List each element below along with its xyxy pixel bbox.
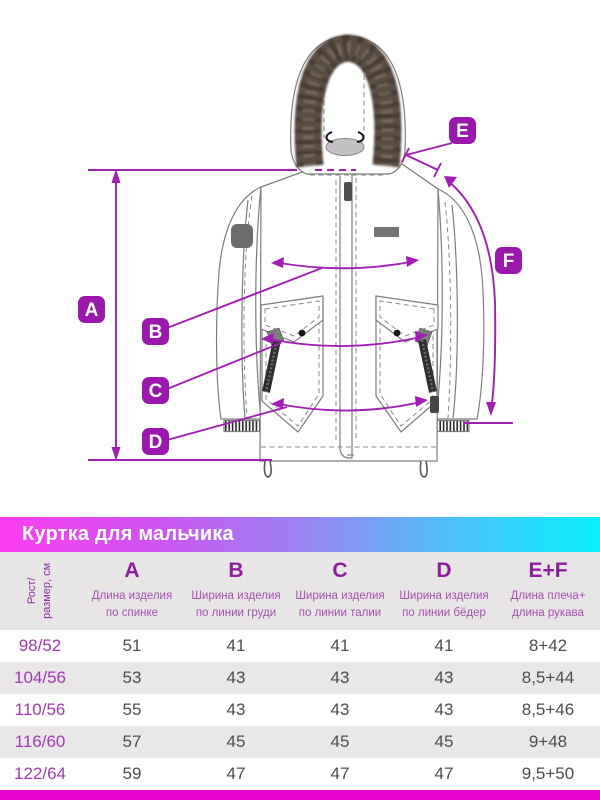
svg-text:E: E bbox=[456, 121, 469, 142]
size-header-line2: размер, см bbox=[40, 562, 53, 620]
size-value: 98/52 bbox=[18, 636, 62, 655]
column-header-c: C Ширина изделия по линии талии bbox=[295, 559, 385, 619]
table-row bbox=[0, 630, 600, 662]
value-a: 57 bbox=[122, 732, 142, 751]
bottom-accent-bar bbox=[0, 790, 600, 800]
measure-e-leader bbox=[406, 143, 452, 155]
svg-text:F: F bbox=[502, 251, 515, 272]
value-d: 47 bbox=[434, 764, 454, 783]
table-row bbox=[0, 758, 600, 790]
size-value: 110/56 bbox=[14, 700, 66, 719]
measure-label-b bbox=[142, 318, 169, 345]
table-row bbox=[0, 726, 600, 758]
size-column-header bbox=[0, 552, 80, 630]
svg-text:D: D bbox=[148, 432, 163, 453]
value-c: 45 bbox=[330, 732, 350, 751]
right-pocket-button bbox=[394, 330, 401, 337]
left-sleeve bbox=[217, 187, 261, 419]
value-b: 47 bbox=[226, 764, 246, 783]
column-header-d: D Ширина изделия по линии бёдер bbox=[399, 559, 489, 619]
table-header-row bbox=[0, 552, 600, 630]
value-ef: 9,5+50 bbox=[521, 764, 575, 783]
measure-label-e bbox=[449, 117, 476, 144]
column-header-a: A Длина изделия по спинке bbox=[91, 559, 173, 619]
table-title-bar bbox=[0, 517, 600, 552]
value-c: 41 bbox=[330, 636, 350, 655]
value-b: 41 bbox=[226, 636, 246, 655]
measure-label-c bbox=[142, 377, 169, 404]
column-header-b: B Ширина изделия по линии груди bbox=[191, 559, 281, 619]
value-d: 43 bbox=[434, 668, 454, 687]
right-hem-loop bbox=[420, 461, 427, 477]
value-d: 45 bbox=[434, 732, 454, 751]
size-value: 116/60 bbox=[14, 732, 66, 751]
shoulder-patch bbox=[231, 224, 253, 248]
value-c: 47 bbox=[330, 764, 350, 783]
size-value: 122/64 bbox=[14, 764, 66, 783]
svg-text:A: A bbox=[84, 300, 99, 321]
svg-text:B: B bbox=[148, 322, 163, 343]
size-header-line1: Рост/ bbox=[26, 577, 39, 605]
side-zip-tab bbox=[430, 396, 439, 413]
left-pocket-button bbox=[299, 330, 306, 337]
zipper-pull-tab bbox=[344, 182, 352, 201]
measure-label-d bbox=[142, 428, 169, 455]
measure-e-segment bbox=[406, 155, 438, 170]
svg-text:C: C bbox=[148, 381, 163, 402]
measure-label-f bbox=[495, 247, 522, 274]
value-ef: 8+42 bbox=[528, 636, 568, 655]
table-row bbox=[0, 694, 600, 726]
column-header-ef: E+F Длина плеча+ длина рукава bbox=[510, 559, 586, 619]
value-b: 45 bbox=[226, 732, 246, 751]
value-d: 41 bbox=[434, 636, 454, 655]
table-row bbox=[0, 662, 600, 694]
chest-label-patch bbox=[374, 227, 399, 237]
value-d: 43 bbox=[434, 700, 454, 719]
value-a: 53 bbox=[122, 668, 142, 687]
value-a: 59 bbox=[122, 764, 142, 783]
table-title: Куртка для мальчика bbox=[22, 523, 234, 545]
value-c: 43 bbox=[330, 700, 350, 719]
value-ef: 9+48 bbox=[528, 732, 568, 751]
value-c: 43 bbox=[330, 668, 350, 687]
value-a: 55 bbox=[122, 700, 142, 719]
value-b: 43 bbox=[226, 700, 246, 719]
value-b: 43 bbox=[226, 668, 246, 687]
value-ef: 8,5+44 bbox=[521, 668, 575, 687]
value-a: 51 bbox=[122, 636, 142, 655]
hood bbox=[291, 36, 406, 175]
left-hem-loop bbox=[264, 461, 271, 477]
size-value: 104/56 bbox=[14, 668, 66, 687]
right-sleeve bbox=[436, 189, 484, 419]
value-ef: 8,5+46 bbox=[521, 700, 575, 719]
measure-label-a bbox=[78, 296, 105, 323]
